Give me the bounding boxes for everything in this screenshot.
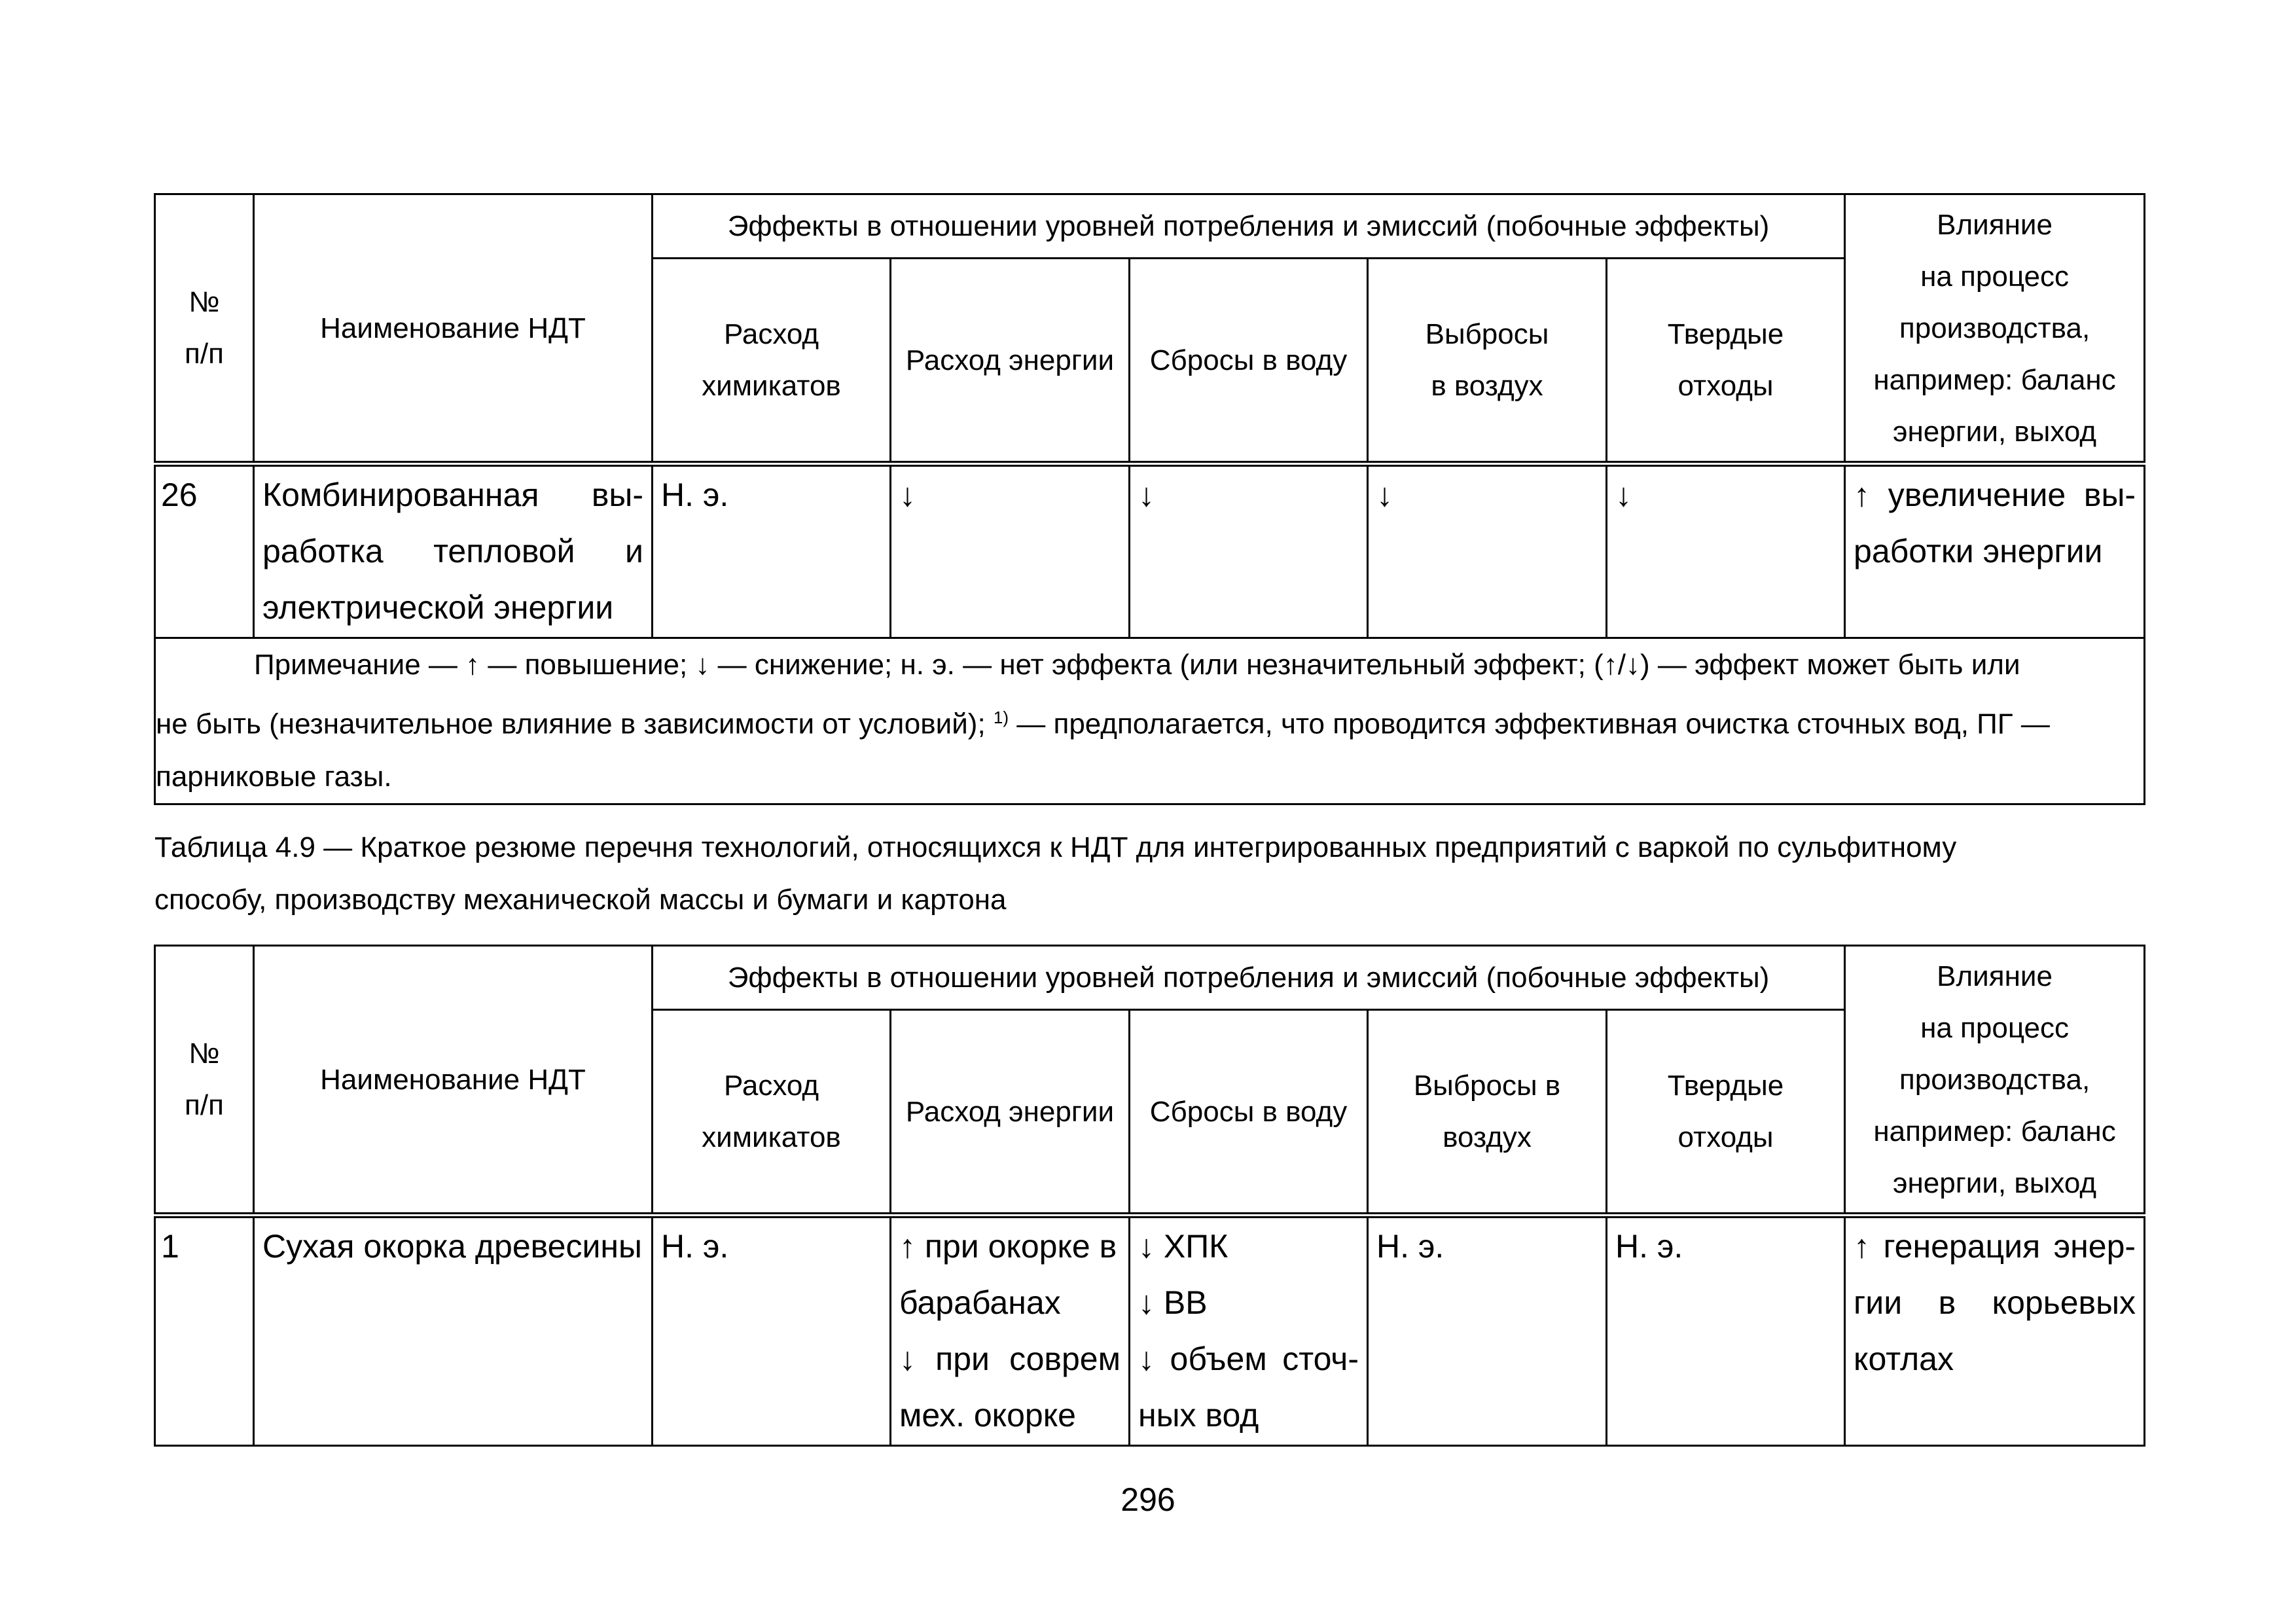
row-chemicals: Н. э. (653, 1216, 891, 1446)
row-energy: ↑ при окорке в барабанах ↓ при соврем мех. окорке (891, 1216, 1130, 1446)
header-name: Наименование НДТ (254, 194, 653, 464)
row-energy: ↓ (891, 464, 1130, 638)
row-impact: ↑ увеличение вы- работки энергии (1845, 464, 2145, 638)
header-chemicals: Расход химикатов (653, 259, 891, 464)
table-note: Примечание — ↑ — повышение; ↓ — снижение; н. э. — нет эффекта (или незначительный эффект; (↑/↓) — эффект может быть или не быть (незначительное влияние в зависимости от условий); $^{1)}$ — предполагается, что проводится эффективная очистка сточных вод, ПГ — парниковые газы. (155, 638, 2145, 804)
row-solid: Н. э. (1607, 1216, 1845, 1446)
header-air: Выбросы в воздух (1368, 1010, 1607, 1216)
header-name: Наименование НДТ (254, 946, 653, 1216)
row-impact: ↑ генерация энер- гии в корьевых котлах (1845, 1216, 2145, 1446)
header-solid: Твердые отходы (1607, 259, 1845, 464)
row-solid: ↓ (1607, 464, 1845, 638)
header-impact: Влияние на процесс производства, например: баланс энергии, выход (1845, 946, 2145, 1216)
header-num: № п/п (155, 194, 254, 464)
header-energy: Расход энергии (891, 259, 1130, 464)
table-2 (154, 945, 2145, 1447)
header-water: Сбросы в воду (1130, 259, 1368, 464)
header-solid: Твердые отходы (1607, 1010, 1845, 1216)
row-air: ↓ (1368, 464, 1607, 638)
header-effects: Эффекты в отношении уровней потребления и эмиссий (побочные эффекты) (653, 946, 1845, 1010)
row-num: 26 (155, 464, 254, 638)
row-chemicals: Н. э. (653, 464, 891, 638)
header-energy: Расход энергии (891, 1010, 1130, 1216)
row-water: ↓ ХПК ↓ ВВ ↓ объем сточ- ных вод (1130, 1216, 1368, 1446)
header-air: Выбросы в воздух (1368, 259, 1607, 464)
header-num: № п/п (155, 946, 254, 1216)
header-water: Сбросы в воду (1130, 1010, 1368, 1216)
header-chemicals: Расход химикатов (653, 1010, 891, 1216)
page-number: 296 (1121, 1481, 1175, 1518)
row-num: 1 (155, 1216, 254, 1446)
row-name: Комбинированная вы- работка тепловой и электрической энергии (254, 464, 653, 638)
row-name: Сухая окорка древесины (254, 1216, 653, 1446)
table-1 (154, 193, 2145, 805)
header-impact: Влияние на процесс производства, например: баланс энергии, выход (1845, 194, 2145, 464)
row-air: Н. э. (1368, 1216, 1607, 1446)
row-water: ↓ (1130, 464, 1368, 638)
header-effects: Эффекты в отношении уровней потребления и эмиссий (побочные эффекты) (653, 194, 1845, 259)
table-caption: Таблица 4.9 — Краткое резюме перечня технологий, относящихся к НДТ для интегрированных предприятий с варкой по сульфитному способу, производству механической массы и бумаги и картона (154, 831, 1957, 916)
